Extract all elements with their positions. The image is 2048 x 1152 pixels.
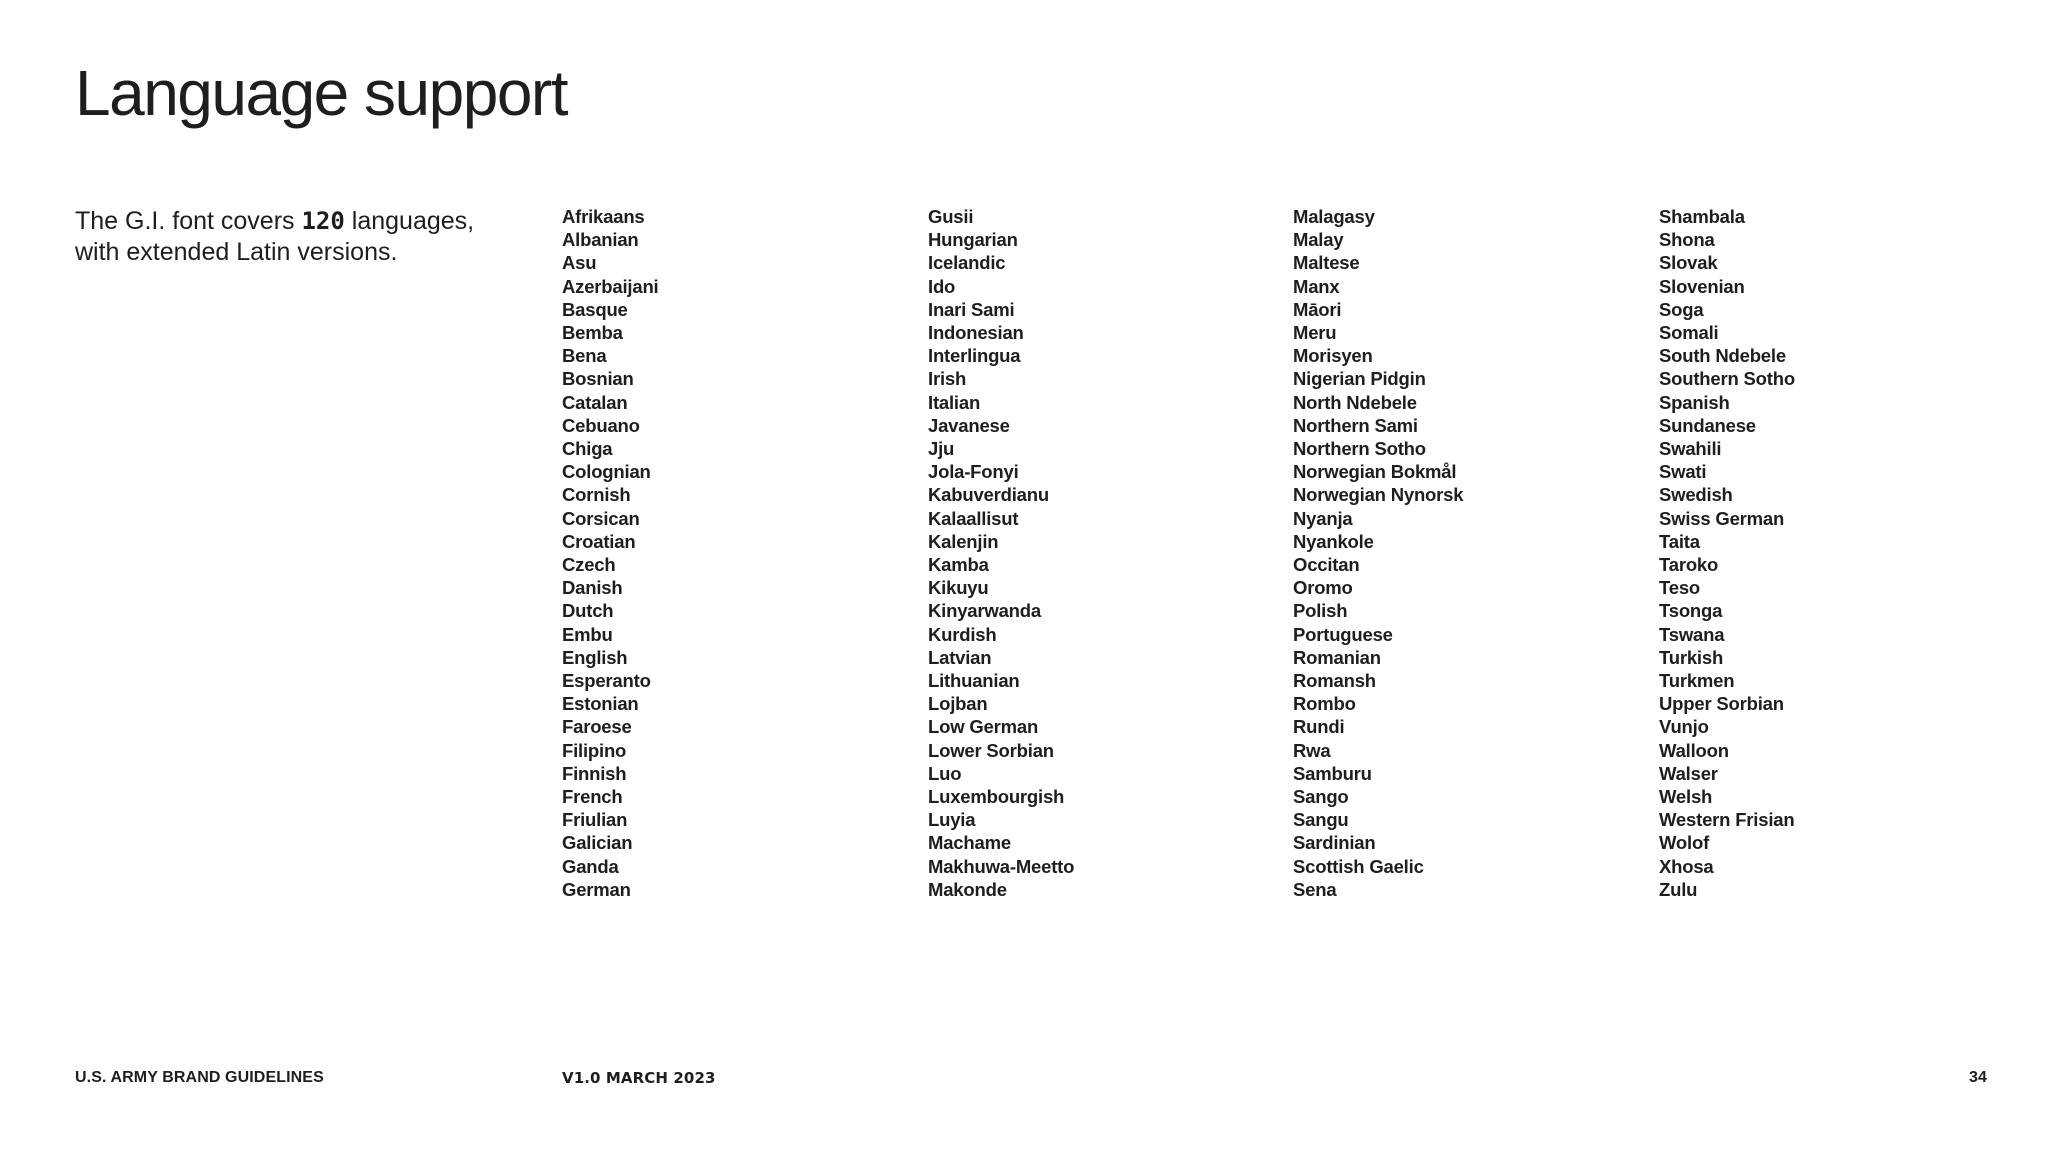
language-item: Kabuverdianu xyxy=(928,484,1049,506)
language-item: South Ndebele xyxy=(1659,345,1786,367)
language-item: Latvian xyxy=(928,646,992,668)
language-item: Teso xyxy=(1659,577,1701,599)
language-item: Slovenian xyxy=(1659,275,1745,297)
language-item: Rombo xyxy=(1293,693,1356,715)
language-item: Embu xyxy=(562,623,613,645)
language-item: Kurdish xyxy=(928,623,997,645)
language-item: Azerbaijani xyxy=(562,275,659,297)
language-item: Ganda xyxy=(562,855,619,877)
language-item: Sango xyxy=(1293,786,1349,808)
language-item: Māori xyxy=(1293,298,1342,320)
language-item: Italian xyxy=(928,391,981,413)
language-item: Basque xyxy=(562,298,628,320)
language-item: Estonian xyxy=(562,693,639,715)
language-item: Jola-Fonyi xyxy=(928,461,1019,483)
language-item: German xyxy=(562,878,631,900)
page-number: 34 xyxy=(1969,1069,1987,1086)
language-item: Occitan xyxy=(1293,554,1360,576)
language-item: Spanish xyxy=(1659,391,1730,413)
language-item: Xhosa xyxy=(1659,855,1714,877)
language-item: Filipino xyxy=(562,739,627,761)
language-item: Makhuwa-Meetto xyxy=(928,855,1075,877)
language-item: Rundi xyxy=(1293,716,1345,738)
language-item: Bemba xyxy=(562,322,623,344)
language-item: Ido xyxy=(928,275,956,297)
language-item: Cornish xyxy=(562,484,631,506)
language-item: Asu xyxy=(562,252,597,274)
language-item: Chiga xyxy=(562,438,613,460)
language-item: Scottish Gaelic xyxy=(1293,855,1424,877)
language-item: Tsonga xyxy=(1659,600,1723,622)
language-item: Low German xyxy=(928,716,1039,738)
language-item: Turkish xyxy=(1659,646,1724,668)
language-item: Nyanja xyxy=(1293,507,1353,529)
language-item: Polish xyxy=(1293,600,1348,622)
language-item: Swahili xyxy=(1659,438,1722,460)
language-item: Dutch xyxy=(562,600,614,622)
language-item: Western Frisian xyxy=(1659,809,1795,831)
language-item: Kinyarwanda xyxy=(928,600,1041,622)
language-item: Taita xyxy=(1659,530,1700,552)
language-item: Slovak xyxy=(1659,252,1718,274)
language-item: Gusii xyxy=(928,206,974,227)
intro-text-before: The G.I. font covers xyxy=(75,207,302,235)
language-item: Kalenjin xyxy=(928,530,999,552)
language-item: Cebuano xyxy=(562,414,640,436)
language-column-1 xyxy=(562,205,659,901)
language-item: Meru xyxy=(1293,322,1337,344)
language-item: Corsican xyxy=(562,507,640,529)
language-item: Friulian xyxy=(562,809,628,831)
language-item: Bosnian xyxy=(562,368,634,390)
language-item: Makonde xyxy=(928,878,1007,900)
language-item: Lithuanian xyxy=(928,670,1020,692)
language-item: Albanian xyxy=(562,229,639,251)
language-item: Northern Sotho xyxy=(1293,438,1426,460)
language-column-2 xyxy=(928,205,1074,901)
language-item: Walloon xyxy=(1659,739,1729,761)
language-item: Malagasy xyxy=(1293,206,1375,227)
language-item: Sangu xyxy=(1293,809,1349,831)
language-item: Shona xyxy=(1659,229,1715,251)
page-title: Language support xyxy=(75,57,567,129)
language-item: Irish xyxy=(928,368,967,390)
language-item: English xyxy=(562,646,628,668)
language-item: Walser xyxy=(1659,762,1718,784)
language-item: Lojban xyxy=(928,693,988,715)
language-item: Swati xyxy=(1659,461,1707,483)
language-item: Luyia xyxy=(928,809,976,831)
language-item: Hungarian xyxy=(928,229,1018,251)
language-item: Kalaallisut xyxy=(928,507,1019,529)
language-item: Northern Sami xyxy=(1293,414,1418,436)
language-column-3 xyxy=(1293,205,1463,901)
language-item: Jju xyxy=(928,438,955,460)
language-item: Javanese xyxy=(928,414,1010,436)
language-item: Swedish xyxy=(1659,484,1733,506)
language-column-4 xyxy=(1659,205,1795,901)
language-item: Upper Sorbian xyxy=(1659,693,1784,715)
language-item: Galician xyxy=(562,832,633,854)
language-item: Sardinian xyxy=(1293,832,1376,854)
language-item: Portuguese xyxy=(1293,623,1393,645)
language-item: Luo xyxy=(928,762,962,784)
language-item: Manx xyxy=(1293,275,1340,297)
language-item: Sundanese xyxy=(1659,414,1756,436)
language-item: Welsh xyxy=(1659,786,1713,808)
language-item: Interlingua xyxy=(928,345,1021,367)
intro-text-after: languages, with extended Latin versions. xyxy=(75,207,475,266)
language-item: Icelandic xyxy=(928,252,1006,274)
language-item: Oromo xyxy=(1293,577,1353,599)
language-item: Shambala xyxy=(1659,206,1745,227)
language-item: North Ndebele xyxy=(1293,391,1417,413)
language-item: Lower Sorbian xyxy=(928,739,1054,761)
language-item: Soga xyxy=(1659,298,1704,320)
language-item: Somali xyxy=(1659,322,1719,344)
language-item: Nyankole xyxy=(1293,530,1374,552)
language-item: Swiss German xyxy=(1659,507,1785,529)
language-item: Southern Sotho xyxy=(1659,368,1795,390)
language-item: Norwegian Nynorsk xyxy=(1293,484,1464,506)
language-item: Sena xyxy=(1293,878,1337,900)
language-item: Bena xyxy=(562,345,607,367)
language-item: Nigerian Pidgin xyxy=(1293,368,1426,390)
language-item: Catalan xyxy=(562,391,628,413)
language-item: Czech xyxy=(562,554,616,576)
footer-version: V1.0 MARCH 2023 xyxy=(562,1069,716,1087)
language-item: Afrikaans xyxy=(562,206,645,227)
language-item: Vunjo xyxy=(1659,716,1709,738)
language-item: Finnish xyxy=(562,762,627,784)
language-item: Colognian xyxy=(562,461,651,483)
language-item: Esperanto xyxy=(562,670,651,692)
intro-text xyxy=(75,206,515,268)
language-item: Samburu xyxy=(1293,762,1372,784)
language-item: Kamba xyxy=(928,554,989,576)
language-count: 120 xyxy=(301,207,345,235)
language-item: Romansh xyxy=(1293,670,1376,692)
footer-brand: U.S. ARMY BRAND GUIDELINES xyxy=(75,1069,324,1086)
language-item: Croatian xyxy=(562,530,636,552)
language-item: Romanian xyxy=(1293,646,1381,668)
language-item: Malay xyxy=(1293,229,1344,251)
language-item: French xyxy=(562,786,623,808)
language-item: Morisyen xyxy=(1293,345,1373,367)
language-item: Zulu xyxy=(1659,878,1698,900)
language-item: Turkmen xyxy=(1659,670,1735,692)
language-item: Kikuyu xyxy=(928,577,989,599)
language-item: Rwa xyxy=(1293,739,1331,761)
language-item: Wolof xyxy=(1659,832,1710,854)
language-item: Faroese xyxy=(562,716,632,738)
language-item: Norwegian Bokmål xyxy=(1293,461,1457,483)
language-item: Maltese xyxy=(1293,252,1360,274)
language-item: Danish xyxy=(562,577,623,599)
language-item: Tswana xyxy=(1659,623,1725,645)
language-item: Luxembourgish xyxy=(928,786,1065,808)
language-item: Taroko xyxy=(1659,554,1719,576)
language-item: Indonesian xyxy=(928,322,1024,344)
language-item: Inari Sami xyxy=(928,298,1015,320)
language-item: Machame xyxy=(928,832,1011,854)
